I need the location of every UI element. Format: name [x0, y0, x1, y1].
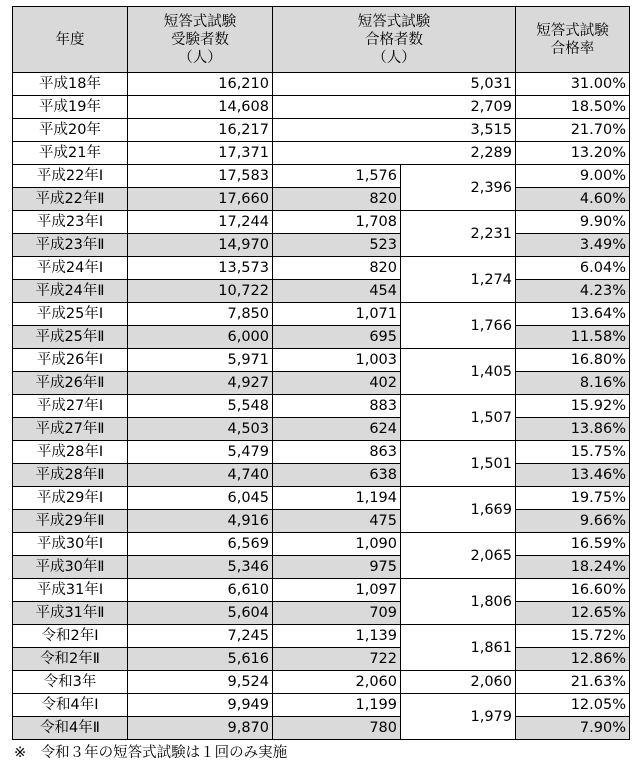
passers-cell: 638 — [273, 464, 401, 487]
applicants-cell: 5,479 — [128, 441, 273, 464]
table-row — [13, 96, 630, 119]
passers-cell: 1,090 — [273, 533, 401, 556]
applicants-cell: 13,573 — [128, 257, 273, 280]
table-row — [13, 671, 630, 694]
pass-rate-cell: 12.05% — [516, 694, 630, 717]
pass-rate-cell: 8.16% — [516, 372, 630, 395]
year-label: 令和2年Ⅰ — [13, 625, 128, 648]
pass-rate-cell: 16.59% — [516, 533, 630, 556]
passers-cell: 1,139 — [273, 625, 401, 648]
passers-cell: 820 — [273, 188, 401, 211]
passers-cell: 695 — [273, 326, 401, 349]
passers-cell: 863 — [273, 441, 401, 464]
header-passers-line-2: 合格者数 — [365, 31, 423, 48]
passers-cell: 883 — [273, 395, 401, 418]
passers-cell: 523 — [273, 234, 401, 257]
exam-results-table — [12, 6, 630, 740]
passers-cell: 820 — [273, 257, 401, 280]
passers-total-cell: 1,274 — [401, 257, 516, 303]
year-label: 平成27年Ⅰ — [13, 395, 128, 418]
year-label: 平成26年Ⅰ — [13, 349, 128, 372]
year-label: 平成24年Ⅰ — [13, 257, 128, 280]
header-rate-line-1: 短答式試験 — [536, 22, 609, 39]
table-row — [13, 372, 630, 395]
header-passers — [273, 7, 516, 73]
passers-cell: 1,576 — [273, 165, 401, 188]
pass-rate-cell: 12.86% — [516, 648, 630, 671]
passers-cell: 2,060 — [273, 671, 401, 694]
passers-cell: 1,097 — [273, 579, 401, 602]
table-row — [13, 602, 630, 625]
pass-rate-cell: 6.04% — [516, 257, 630, 280]
passers-cell: 454 — [273, 280, 401, 303]
table-row — [13, 280, 630, 303]
applicants-cell: 5,346 — [128, 556, 273, 579]
applicants-cell: 10,722 — [128, 280, 273, 303]
pass-rate-cell: 4.60% — [516, 188, 630, 211]
pass-rate-cell: 4.23% — [516, 280, 630, 303]
year-label: 平成31年Ⅱ — [13, 602, 128, 625]
table-row — [13, 694, 630, 717]
year-label: 平成26年Ⅱ — [13, 372, 128, 395]
passers-cell: 722 — [273, 648, 401, 671]
applicants-cell: 14,970 — [128, 234, 273, 257]
table-row — [13, 579, 630, 602]
footnote: ※ 令和３年の短答式試験は１回のみ実施 — [14, 745, 288, 761]
passers-cell: 1,199 — [273, 694, 401, 717]
passers-total-cell: 5,031 — [273, 73, 516, 96]
applicants-cell: 9,870 — [128, 717, 273, 740]
year-label: 平成22年Ⅰ — [13, 165, 128, 188]
passers-cell: 709 — [273, 602, 401, 625]
header-applicants-line-1: 短答式試験 — [163, 13, 237, 30]
table-row — [13, 464, 630, 487]
applicants-cell: 5,604 — [128, 602, 273, 625]
passers-total-cell: 1,669 — [401, 487, 516, 533]
table-row — [13, 510, 630, 533]
applicants-cell: 4,740 — [128, 464, 273, 487]
pass-rate-cell: 31.00% — [516, 73, 630, 96]
applicants-cell: 17,583 — [128, 165, 273, 188]
passers-cell: 402 — [273, 372, 401, 395]
passers-total-cell: 2,709 — [273, 96, 516, 119]
pass-rate-cell: 13.46% — [516, 464, 630, 487]
year-label: 平成29年Ⅰ — [13, 487, 128, 510]
header-rate-line-2: 合格率 — [550, 40, 595, 57]
table-row — [13, 625, 630, 648]
pass-rate-cell: 15.72% — [516, 625, 630, 648]
year-label: 平成30年Ⅰ — [13, 533, 128, 556]
passers-total-cell: 2,060 — [401, 671, 516, 694]
applicants-cell: 6,000 — [128, 326, 273, 349]
year-label: 平成31年Ⅰ — [13, 579, 128, 602]
passers-cell: 975 — [273, 556, 401, 579]
applicants-cell: 7,245 — [128, 625, 273, 648]
passers-total-cell: 1,979 — [401, 694, 516, 740]
pass-rate-cell: 11.58% — [516, 326, 630, 349]
header-passers-line-1: 短答式試験 — [357, 13, 431, 30]
year-label: 平成20年 — [13, 119, 128, 142]
applicants-cell: 9,524 — [128, 671, 273, 694]
passers-total-cell: 1,806 — [401, 579, 516, 625]
pass-rate-cell: 9.90% — [516, 211, 630, 234]
table-row — [13, 188, 630, 211]
pass-rate-cell: 18.50% — [516, 96, 630, 119]
applicants-cell: 17,660 — [128, 188, 273, 211]
table-row — [13, 303, 630, 326]
table-row — [13, 73, 630, 96]
header-year: 年度 — [13, 7, 128, 73]
year-label: 令和3年 — [13, 671, 128, 694]
table-row — [13, 349, 630, 372]
table-row — [13, 717, 630, 740]
pass-rate-cell: 12.65% — [516, 602, 630, 625]
year-label: 平成30年Ⅱ — [13, 556, 128, 579]
applicants-cell: 16,217 — [128, 119, 273, 142]
applicants-cell: 5,971 — [128, 349, 273, 372]
passers-total-cell: 3,515 — [273, 119, 516, 142]
applicants-cell: 9,949 — [128, 694, 273, 717]
year-label: 平成23年Ⅱ — [13, 234, 128, 257]
pass-rate-cell: 13.20% — [516, 142, 630, 165]
year-label: 平成25年Ⅰ — [13, 303, 128, 326]
passers-cell: 1,003 — [273, 349, 401, 372]
table-body — [13, 73, 630, 740]
pass-rate-cell: 7.90% — [516, 717, 630, 740]
pass-rate-cell: 15.92% — [516, 395, 630, 418]
table-row — [13, 257, 630, 280]
table-row — [13, 119, 630, 142]
applicants-cell: 7,850 — [128, 303, 273, 326]
applicants-cell: 14,608 — [128, 96, 273, 119]
year-label: 令和2年Ⅱ — [13, 648, 128, 671]
passers-cell: 624 — [273, 418, 401, 441]
applicants-cell: 6,569 — [128, 533, 273, 556]
applicants-cell: 5,616 — [128, 648, 273, 671]
applicants-cell: 4,927 — [128, 372, 273, 395]
pass-rate-cell: 21.70% — [516, 119, 630, 142]
passers-total-cell: 1,501 — [401, 441, 516, 487]
table-row — [13, 533, 630, 556]
pass-rate-cell: 15.75% — [516, 441, 630, 464]
table-row — [13, 556, 630, 579]
header-row — [13, 7, 630, 73]
pass-rate-cell: 21.63% — [516, 671, 630, 694]
year-label: 平成24年Ⅱ — [13, 280, 128, 303]
applicants-cell: 17,371 — [128, 142, 273, 165]
passers-total-cell: 2,396 — [401, 165, 516, 211]
applicants-cell: 6,045 — [128, 487, 273, 510]
year-label: 平成18年 — [13, 73, 128, 96]
table-row — [13, 165, 630, 188]
header-passers-line-3: （人） — [372, 49, 416, 66]
passers-total-cell: 2,231 — [401, 211, 516, 257]
passers-total-cell: 1,861 — [401, 625, 516, 671]
year-label: 平成23年Ⅰ — [13, 211, 128, 234]
header-applicants-line-2: 受験者数 — [171, 31, 229, 48]
table-row — [13, 326, 630, 349]
year-label: 平成28年Ⅱ — [13, 464, 128, 487]
year-label: 平成21年 — [13, 142, 128, 165]
table-row — [13, 418, 630, 441]
passers-cell: 1,194 — [273, 487, 401, 510]
applicants-cell: 6,610 — [128, 579, 273, 602]
table-row — [13, 142, 630, 165]
applicants-cell: 5,548 — [128, 395, 273, 418]
passers-cell: 475 — [273, 510, 401, 533]
pass-rate-cell: 16.80% — [516, 349, 630, 372]
year-label: 平成27年Ⅱ — [13, 418, 128, 441]
table-row — [13, 441, 630, 464]
pass-rate-cell: 18.24% — [516, 556, 630, 579]
table-row — [13, 648, 630, 671]
table-row — [13, 211, 630, 234]
year-label: 令和4年Ⅰ — [13, 694, 128, 717]
passers-total-cell: 2,289 — [273, 142, 516, 165]
passers-cell: 780 — [273, 717, 401, 740]
header-rate — [516, 7, 630, 73]
passers-cell: 1,708 — [273, 211, 401, 234]
passers-total-cell: 1,405 — [401, 349, 516, 395]
table-row — [13, 234, 630, 257]
header-applicants — [128, 7, 273, 73]
passers-total-cell: 2,065 — [401, 533, 516, 579]
year-label: 平成25年Ⅱ — [13, 326, 128, 349]
year-label: 平成19年 — [13, 96, 128, 119]
pass-rate-cell: 13.86% — [516, 418, 630, 441]
passers-cell: 1,071 — [273, 303, 401, 326]
pass-rate-cell: 9.66% — [516, 510, 630, 533]
pass-rate-cell: 3.49% — [516, 234, 630, 257]
table-row — [13, 395, 630, 418]
year-label: 令和4年Ⅱ — [13, 717, 128, 740]
applicants-cell: 4,503 — [128, 418, 273, 441]
passers-total-cell: 1,507 — [401, 395, 516, 441]
year-label: 平成22年Ⅱ — [13, 188, 128, 211]
table-row — [13, 487, 630, 510]
applicants-cell: 17,244 — [128, 211, 273, 234]
applicants-cell: 4,916 — [128, 510, 273, 533]
pass-rate-cell: 9.00% — [516, 165, 630, 188]
header-applicants-line-3: （人） — [178, 49, 222, 66]
year-label: 平成29年Ⅱ — [13, 510, 128, 533]
passers-total-cell: 1,766 — [401, 303, 516, 349]
pass-rate-cell: 19.75% — [516, 487, 630, 510]
pass-rate-cell: 16.60% — [516, 579, 630, 602]
pass-rate-cell: 13.64% — [516, 303, 630, 326]
year-label: 平成28年Ⅰ — [13, 441, 128, 464]
applicants-cell: 16,210 — [128, 73, 273, 96]
